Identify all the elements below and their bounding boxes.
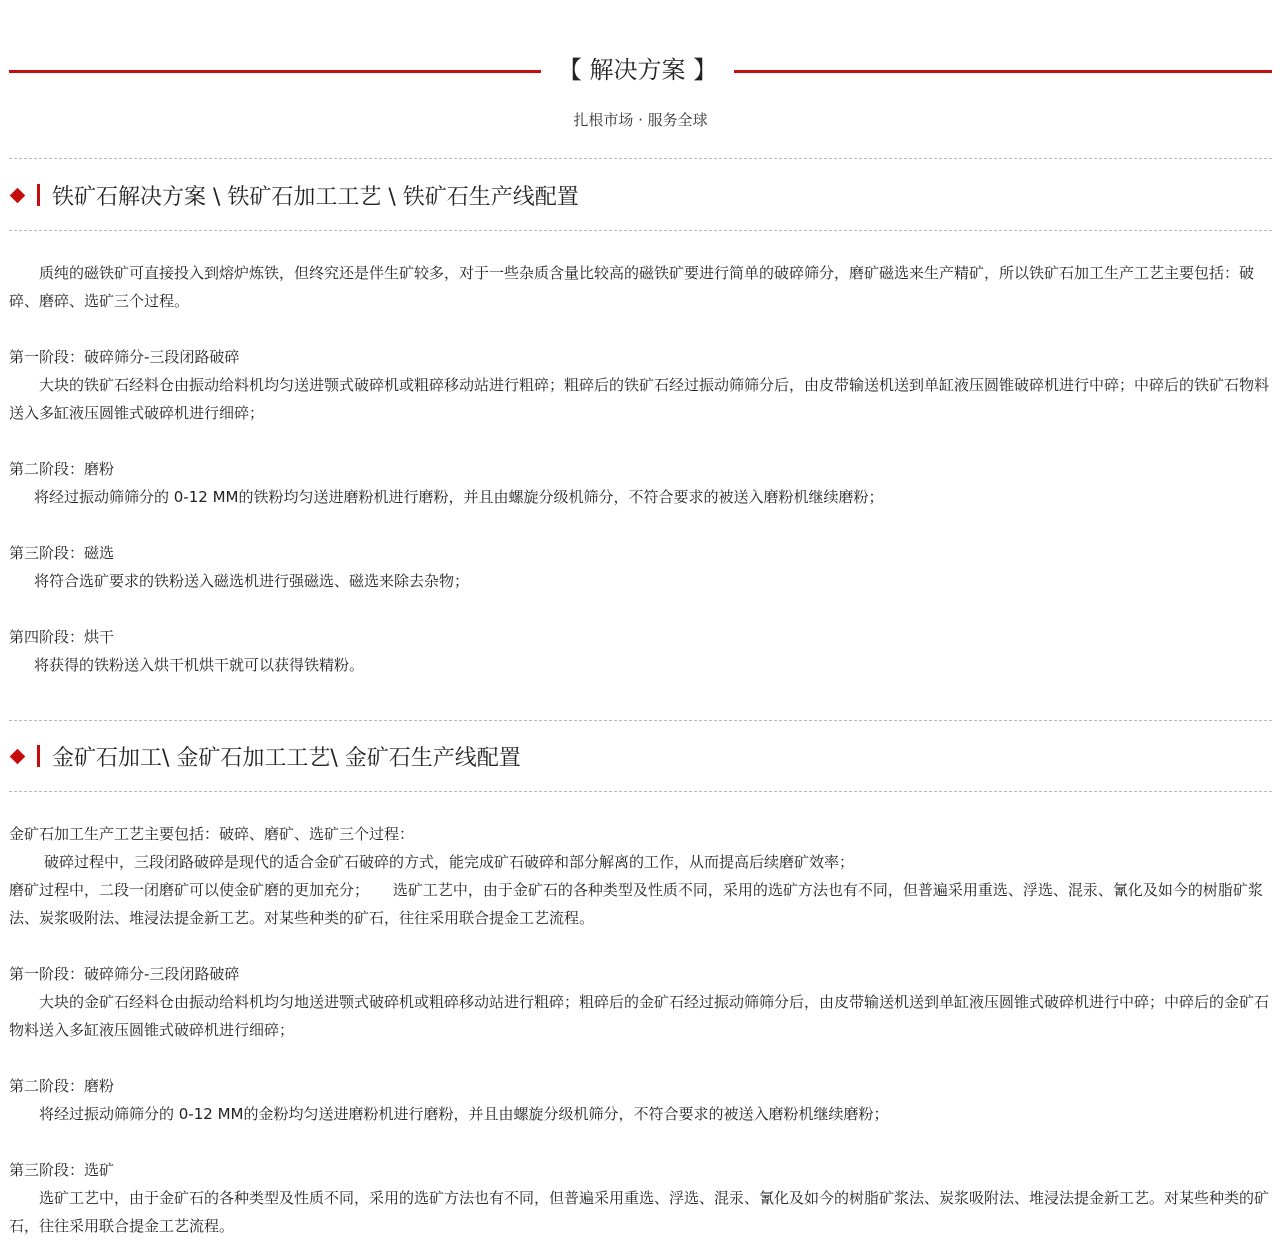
stage-title: 第一阶段：破碎筛分-三段闭路破碎 (9, 348, 240, 366)
title-bar-icon (37, 184, 40, 206)
paragraph: 破碎过程中，三段闭路破碎是现代的适合金矿石破碎的方式，能完成矿石破碎和部分解离的工作，从而提高后续磨矿效率； (44, 853, 855, 871)
stage-title: 第二阶段：磨粉 (9, 1077, 115, 1095)
paragraph: 磨矿过程中，二段一闭磨矿可以使金矿磨的更加充分； 选矿工艺中，由于金矿石的各种类型及性质不同，采用的选矿方法也有不同，但普遍采用重选、浮选、混汞、氰化及如今的树脂矿浆法、炭浆吸附法、堆浸法提金新工艺。对某些种类的矿石，往往采用联合提金工艺流程。 (9, 881, 1263, 927)
section-header (9, 0, 1272, 160)
paragraph: 将经过振动筛筛分的 0-12 MM的铁粉均匀送进磨粉机进行磨粉，并且由螺旋分级机筛分，不符合要求的被送入磨粉机继续磨粉； (34, 488, 884, 506)
page-subtitle: 扎根市场 · 服务全球 (573, 111, 708, 129)
page-title: 【 解决方案 】 (557, 56, 718, 84)
stage-title: 第三阶段：磁选 (9, 544, 115, 562)
stage-title: 第四阶段：烘干 (9, 628, 115, 646)
paragraph: 将经过振动筛筛分的 0-12 MM的金粉均匀送进磨粉机进行磨粉，并且由螺旋分级机筛分，不符合要求的被送入磨粉机继续磨粉； (39, 1105, 889, 1123)
iron-ore-content (9, 231, 1272, 679)
paragraph: 大块的金矿石经料仓由振动给料机均匀地送进颚式破碎机或粗碎移动站进行粗碎；粗碎后的金矿石经过振动筛筛分后，由皮带输送机送到单缸液压圆锥式破碎机进行中碎；中碎后的金矿石物料送入多缸液压圆锥式破碎机进行细碎； (9, 993, 1270, 1039)
stage-title: 第一阶段：破碎筛分-三段闭路破碎 (9, 965, 240, 983)
stage-title: 第二阶段：磨粉 (9, 460, 115, 478)
diamond-icon (10, 187, 26, 203)
paragraph: 质纯的磁铁矿可直接投入到熔炉炼铁，但终究还是伴生矿较多，对于一些杂质含量比较高的磁铁矿要进行简单的破碎筛分，磨矿磁选来生产精矿，所以铁矿石加工生产工艺主要包括：破碎、磨碎、选矿三个过程。 (9, 264, 1255, 310)
iron-ore-section (9, 160, 1272, 721)
header-left-rule (9, 70, 541, 73)
iron-ore-heading (9, 160, 1272, 230)
title-bar-icon (37, 745, 40, 767)
header-right-rule (734, 70, 1272, 73)
paragraph: 将符合选矿要求的铁粉送入磁选机进行强磁选、磁选来除去杂物； (34, 572, 470, 590)
paragraph: 大块的铁矿石经料仓由振动给料机均匀送进颚式破碎机或粗碎移动站进行粗碎；粗碎后的铁矿石经过振动筛筛分后，由皮带输送机送到单缸液压圆锥破碎机进行中碎；中碎后的铁矿石物料送入多缸液压圆锥式破碎机进行细碎； (9, 376, 1270, 422)
stage-title: 第三阶段：选矿 (9, 1161, 115, 1179)
divider (9, 158, 1272, 159)
iron-ore-title: 铁矿石解决方案 \ 铁矿石加工工艺 \ 铁矿石生产线配置 (52, 184, 579, 210)
gold-ore-section (9, 721, 1272, 1240)
gold-ore-title: 金矿石加工\ 金矿石加工工艺\ 金矿石生产线配置 (52, 745, 521, 771)
gold-ore-heading (9, 721, 1272, 791)
paragraph: 金矿石加工生产工艺主要包括：破碎、磨矿、选矿三个过程： (9, 825, 415, 843)
paragraph: 将获得的铁粉送入烘干机烘干就可以获得铁精粉。 (34, 656, 365, 674)
paragraph: 选矿工艺中，由于金矿石的各种类型及性质不同，采用的选矿方法也有不同，但普遍采用重选、浮选、混汞、氰化及如今的树脂矿浆法、炭浆吸附法、堆浸法提金新工艺。对某些种类的矿石，往往采用联合提金工艺流程。 (9, 1189, 1270, 1235)
diamond-icon (10, 748, 26, 764)
gold-ore-content (9, 792, 1272, 1240)
page (9, 0, 1272, 1240)
